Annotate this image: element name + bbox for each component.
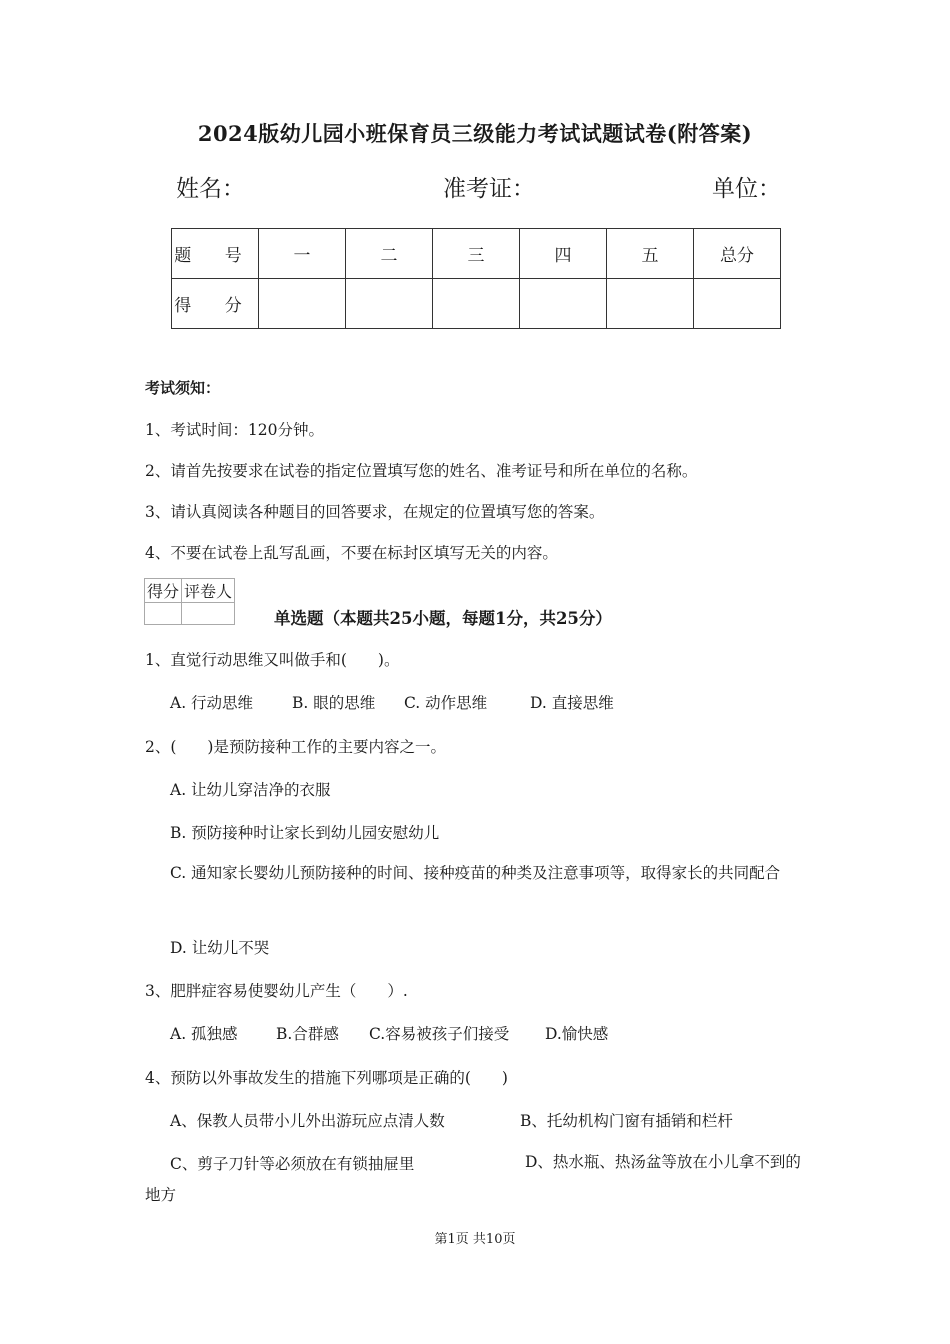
grader-box-score-label: 得分 — [145, 579, 182, 603]
score-table-cell: 得 分 — [172, 279, 259, 329]
question-option: A. 孤独感 — [170, 1025, 238, 1043]
question-option: D.愉快感 — [545, 1025, 609, 1043]
notice-item: 2、请首先按要求在试卷的指定位置填写您的姓名、准考证号和所在单位的名称。 — [145, 462, 698, 480]
page-footer: 第1页 共10页 — [434, 1232, 516, 1247]
question-option: C.容易被孩子们接受 — [369, 1025, 510, 1043]
score-table-cell — [259, 279, 346, 329]
exam-id-label: 准考证： — [443, 176, 535, 202]
name-label: 姓名： — [176, 176, 245, 202]
score-table-cell: 五 — [607, 229, 694, 279]
question-option: D、热水瓶、热汤盆等放在小儿拿不到的地方 — [145, 1153, 801, 1204]
grader-box-cell — [145, 603, 182, 625]
score-table-cell: 一 — [259, 229, 346, 279]
score-table-header-row — [172, 229, 781, 279]
question-stem: 2、( )是预防接种工作的主要内容之一。 — [145, 738, 446, 756]
question-option: D. 直接思维 — [530, 694, 614, 712]
question-option: C. 动作思维 — [404, 694, 488, 712]
grader-box-grader-label: 评卷人 — [182, 579, 235, 603]
question-option: D. 让幼儿不哭 — [170, 939, 270, 957]
section-title: 单选题（本题共25小题，每题1分，共25分） — [274, 609, 612, 628]
score-table-cell: 三 — [433, 229, 520, 279]
question-option: B. 预防接种时让家长到幼儿园安慰幼儿 — [170, 824, 440, 842]
question-stem: 3、肥胖症容易使婴幼儿产生（ ）. — [145, 982, 408, 1000]
score-table-cell: 四 — [520, 229, 607, 279]
grader-box-cell — [182, 603, 235, 625]
question-option: A. 让幼儿穿洁净的衣服 — [170, 781, 331, 799]
score-table-cell — [433, 279, 520, 329]
question-option: B. 眼的思维 — [292, 694, 376, 712]
score-table-cell: 总分 — [694, 229, 781, 279]
score-table-cell: 题 号 — [172, 229, 259, 279]
score-table-cell — [520, 279, 607, 329]
score-table-cell — [607, 279, 694, 329]
score-table-cell — [346, 279, 433, 329]
question-option: A. 行动思维 — [170, 694, 254, 712]
score-table-score-row — [172, 279, 781, 329]
notice-item: 3、请认真阅读各种题目的回答要求，在规定的位置填写您的答案。 — [145, 503, 605, 521]
question-option: B、托幼机构门窗有插销和栏杆 — [520, 1112, 733, 1130]
score-table-cell — [694, 279, 781, 329]
notice-item: 4、不要在试卷上乱写乱画，不要在标封区填写无关的内容。 — [145, 544, 558, 562]
question-option: B.合群感 — [276, 1025, 339, 1043]
question-option: C. 通知家长婴幼儿预防接种的时间、接种疫苗的种类及注意事项等，取得家长的共同配合 — [170, 864, 781, 882]
grader-box — [144, 578, 235, 625]
exam-title: 2024版幼儿园小班保育员三级能力考试试题试卷(附答案) — [197, 121, 753, 146]
notice-heading: 考试须知： — [145, 379, 221, 397]
unit-label: 单位： — [712, 176, 781, 202]
score-table — [171, 228, 781, 329]
notice-item: 1、考试时间：120分钟。 — [145, 421, 324, 439]
question-option: C、剪子刀针等必须放在有锁抽屉里 — [170, 1155, 415, 1173]
question-option: A、保教人员带小儿外出游玩应点清人数 — [170, 1112, 445, 1130]
question-stem: 1、直觉行动思维又叫做手和( )。 — [145, 651, 400, 669]
question-stem: 4、预防以外事故发生的措施下列哪项是正确的( ) — [145, 1069, 508, 1087]
score-table-cell: 二 — [346, 229, 433, 279]
